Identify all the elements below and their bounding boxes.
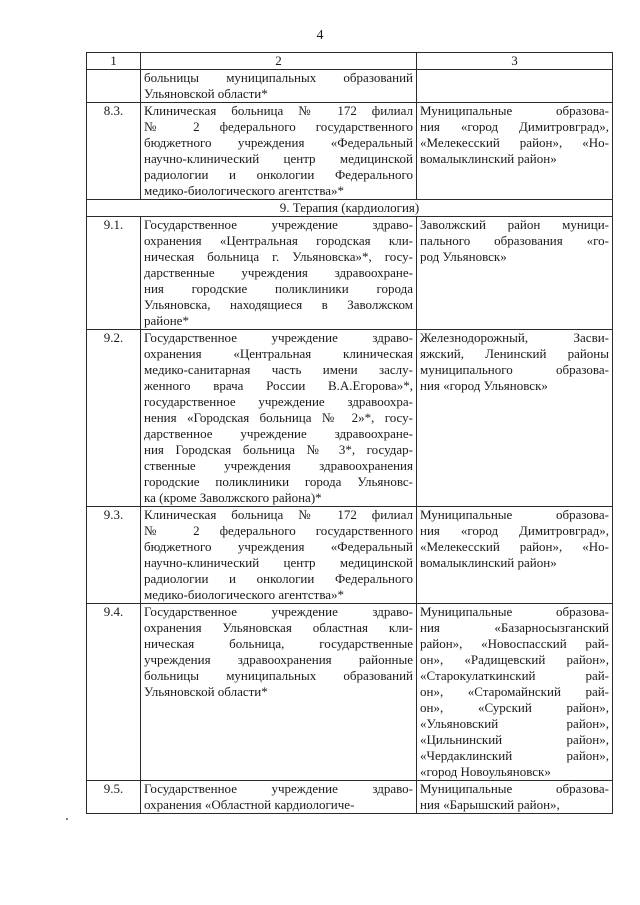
text-line: Государственное учреждение здраво- — [144, 217, 413, 232]
text-line: Государственное учреждение здраво- — [144, 330, 413, 345]
text-line: «Старокулаткинский рай- — [420, 668, 609, 683]
text-line: городские поликлиники города Ульяновс- — [144, 474, 413, 489]
institution-cell — [141, 103, 417, 200]
text-line: ническая больница, государственные — [144, 636, 413, 651]
header-cell-2: 2 — [141, 53, 417, 70]
text-line: государственное учреждение здравоохра- — [144, 394, 413, 409]
section-row — [87, 200, 613, 217]
text-line: ния «город Димитровград», — [420, 523, 609, 538]
table-row — [87, 217, 613, 330]
text-line: Ульяновска, находящиеся в Заволжском — [144, 297, 413, 312]
section-title: 9. Терапия (кардиология) — [87, 200, 613, 217]
text-line: Муниципальные образова- — [420, 103, 609, 118]
page-number: 4 — [316, 28, 324, 43]
text-line: ния городские поликлиники города — [144, 281, 413, 296]
table-row — [87, 330, 613, 507]
table-row — [87, 70, 613, 103]
text-line: Ульяновской области* — [144, 684, 268, 699]
institution-cell — [141, 217, 417, 330]
stray-mark — [66, 818, 68, 820]
text-line: охранения «Центральная городская кли- — [144, 233, 413, 248]
table-row — [87, 103, 613, 200]
institution-cell — [141, 604, 417, 781]
text-line: ния «Барышский район», — [420, 797, 560, 812]
text-line: Государственное учреждение здраво- — [144, 781, 413, 796]
territory-cell — [417, 103, 613, 200]
text-line: радиологии и онкологии Федерального — [144, 571, 413, 586]
text-line: ственные учреждения здравоохранения — [144, 458, 413, 473]
territory-cell — [417, 70, 613, 103]
text-line: больницы муниципальных образований — [144, 70, 413, 85]
row-number: 9.5. — [87, 781, 141, 814]
text-line: «Цильнинский район», — [420, 732, 609, 747]
text-line: «Мелекесский район», «Но- — [420, 539, 609, 554]
text-line: Заволжский район муници- — [420, 217, 609, 232]
table-row — [87, 507, 613, 604]
text-line: ния Городская больница № 3*, государ- — [144, 442, 413, 457]
text-line: Клиническая больница № 172 филиал — [144, 103, 413, 118]
document-table-body — [87, 53, 613, 814]
institution-cell — [141, 507, 417, 604]
text-line: Государственное учреждение здраво- — [144, 604, 413, 619]
text-line: радиологии и онкологии Федерального — [144, 167, 413, 182]
text-line: яжский, Ленинский районы — [420, 346, 609, 361]
text-line: Клиническая больница № 172 филиал — [144, 507, 413, 522]
text-line: медико-санитарная часть имени заслу- — [144, 362, 413, 377]
text-line: Железнодорожный, Засви- — [420, 330, 609, 345]
text-line: бюджетного учреждения «Федеральный — [144, 539, 413, 554]
table-row — [87, 781, 613, 814]
institution-cell — [141, 330, 417, 507]
text-line: Муниципальные образова- — [420, 507, 609, 522]
text-line: «город Новоульяновск» — [420, 764, 551, 779]
text-line: научно-клинический центр медицинской — [144, 151, 413, 166]
text-line: охранения «Центральная клиническая — [144, 346, 413, 361]
header-cell-3: 3 — [417, 53, 613, 70]
row-number: 9.1. — [87, 217, 141, 330]
text-line: районе* — [144, 313, 189, 328]
text-line: он», «Сурский район», — [420, 700, 609, 715]
text-line: охранения «Областной кардиологиче- — [144, 797, 355, 812]
text-line: дарственные учреждения здравоохране- — [144, 265, 413, 280]
territory-cell — [417, 330, 613, 507]
territory-cell — [417, 781, 613, 814]
text-line: род Ульяновск» — [420, 249, 507, 264]
text-line: № 2 федерального государственного — [144, 119, 413, 134]
text-line: ния «Базарносызганский — [420, 620, 609, 635]
text-line: медико-биологического агентства»* — [144, 587, 345, 602]
text-line: вомалыклинский район» — [420, 555, 557, 570]
text-line: охранения Ульяновская областная кли- — [144, 620, 413, 635]
text-line: больницы муниципальных образований — [144, 668, 413, 683]
header-cell-1: 1 — [87, 53, 141, 70]
text-line: «Мелекесский район», «Но- — [420, 135, 609, 150]
row-number: 9.3. — [87, 507, 141, 604]
text-line: научно-клинический центр медицинской — [144, 555, 413, 570]
text-line: медико-биологического агентства»* — [144, 183, 345, 198]
text-line: № 2 федерального государственного — [144, 523, 413, 538]
territory-cell — [417, 217, 613, 330]
text-line: женного врача России В.А.Егорова»*, — [144, 378, 413, 393]
text-line: он», «Радищевский район», — [420, 652, 609, 667]
text-line: Муниципальные образова- — [420, 604, 609, 619]
text-line: ка (кроме Заволжского района)* — [144, 490, 322, 505]
text-line: район», «Новоспасский рай- — [420, 636, 609, 651]
row-number: 9.4. — [87, 604, 141, 781]
text-line: «Ульяновский район», — [420, 716, 609, 731]
table-row — [87, 604, 613, 781]
institution-cell — [141, 781, 417, 814]
header-row — [87, 53, 613, 70]
document-table — [86, 52, 613, 814]
text-line: ния «город Димитровград», — [420, 119, 609, 134]
text-line: дарственное учреждение здравоохране- — [144, 426, 413, 441]
text-line: ния «город Ульяновск» — [420, 378, 548, 393]
text-line: бюджетного учреждения «Федеральный — [144, 135, 413, 150]
text-line: Муниципальные образова- — [420, 781, 609, 796]
row-number: 9.2. — [87, 330, 141, 507]
row-number — [87, 70, 141, 103]
territory-cell — [417, 507, 613, 604]
text-line: муниципального образова- — [420, 362, 609, 377]
text-line: Ульяновской области* — [144, 86, 268, 101]
text-line: вомалыклинский район» — [420, 151, 557, 166]
institution-cell — [141, 70, 417, 103]
text-line: учреждения здравоохранения районные — [144, 652, 413, 667]
text-line: «Чердаклинский район», — [420, 748, 609, 763]
territory-cell — [417, 604, 613, 781]
text-line: он», «Старомайнский рай- — [420, 684, 609, 699]
row-number: 8.3. — [87, 103, 141, 200]
text-line: пального образования «го- — [420, 233, 609, 248]
text-line: нения «Городская больница № 2»*, госу- — [144, 410, 413, 425]
text-line: ническая больница г. Ульяновска»*, госу- — [144, 249, 413, 264]
